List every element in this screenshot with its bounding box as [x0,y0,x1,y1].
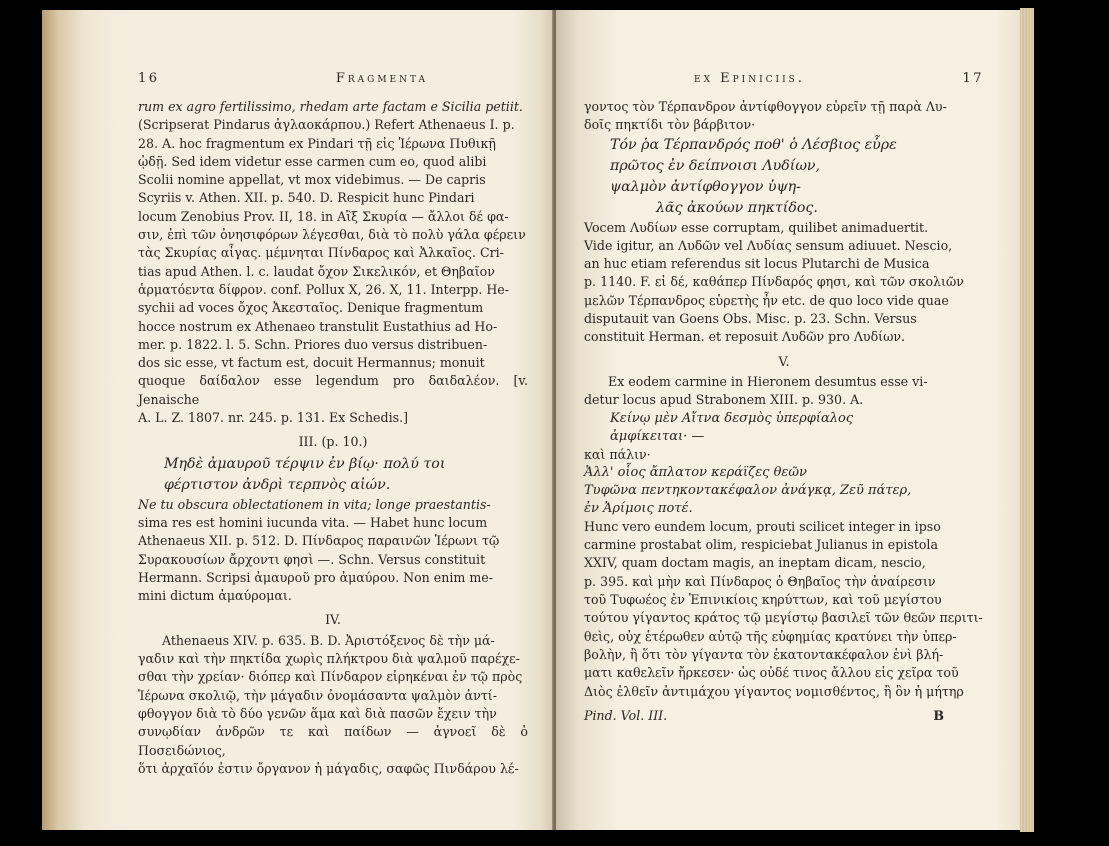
left-paragraph-2 [138,496,528,606]
text-line: βολὴν, ἢ ὅτι τὸν γίγαντα τὸν ἑκατοντακέφαλον ἑνὶ βλή- [584,646,944,662]
left-page-text [138,70,528,778]
verse-line: Κείνῳ μὲν Αἴτνα δεσμὸς ὑπερφίαλος [610,410,854,426]
left-paragraph-1 [138,98,528,427]
text-line: Scolii nomine appellat, vt mox videbimus. — De capris [138,172,486,188]
right-running-title: ex Epiniciis. [694,71,805,86]
verse-line: λᾶς ἀκούων πηκτίδος. [656,199,818,216]
text-line: σιν, ἐπὶ τῶν ὀνησιφόρων λέγεσθαι, διὰ τὸ πολὺ γάλα φέρειν [138,227,526,243]
text-line: locum Zenobius Prov. II, 18. in Αἲξ Σκυρία — ἄλλοι δέ φα- [138,208,509,224]
text-line: dos sic esse, vt factum est, docuit Hermannus; monuit [138,355,485,371]
text-line: quoque δαίδαλον esse legendum pro δαιδαλέον. [v. Jenaische [138,373,528,407]
right-page-number: 17 [962,71,984,86]
text-line: p. 395. καὶ μὴν καὶ Πίνδαρος ὁ Θηβαῖος τὴν ἀναίρεσιν [584,573,936,589]
text-line: XXIV, quam doctam magis, an ineptam dicam, nescio, [584,555,926,571]
verse-line: Μηδὲ ἀμαυροῦ τέρψιν ἐν βίῳ· πολύ τοι [164,455,446,472]
text-line: Ne tu obscura oblectationem in vita; longe praestantis- [138,496,491,512]
right-paragraph-2 [584,219,984,347]
text-line: 28. A. hoc fragmentum ex Pindari τῇ εἰς Ἱέρωνα Πυθικῇ [138,135,496,151]
verse-line: Τόν ῥα Τέρπανδρός ποθ' ὁ Λέσβιος εὗρε [610,136,897,153]
text-line: δοῖς πηκτίδι τὸν βάρβιτον· [584,117,756,133]
text-line: Scyriis v. Athen. XII. p. 540. D. Respicit hunc Pindari [138,190,475,206]
text-line: Hunc vero eundem locum, prouti scilicet integer in ipso [584,518,941,534]
text-line: σθαι τὴν χρείαν· διόπερ καὶ Πίνδαρον εἰρηκέναι ἐν τῷ πρὸς [138,669,523,685]
text-line: detur locus apud Strabonem XIII. p. 930. A. [584,392,864,408]
text-line: Ex eodem carmine in Hieronem desumtus esse vi- [608,373,928,389]
text-line: ᾠδῇ. Sed idem videtur esse carmen cum eo, quod alibi [138,153,487,169]
verse-aetna [584,410,984,518]
left-running-title: Fragmenta [335,71,428,86]
verse-line: πρῶτος ἐν δείπνοισι Λυδίων, [610,157,821,174]
text-line: Athenaeus XII. p. 512. D. Πίνδαρος παραινῶν Ἱέρωνι τῷ [138,533,500,549]
verse-iii [138,454,528,496]
page-edges [1020,8,1034,832]
text-line: τὰς Σκυρίας αἶγας. μέμνηται Πίνδαρος καὶ Ἀλκαῖος. Cri- [138,245,504,261]
right-paragraph-3 [584,373,984,410]
verse-line: φέρτιστον ἀνδρὶ τερπνὸς αἰών. [164,476,391,493]
text-line: sima res est homini iucunda vita. — Habet hunc locum [138,514,488,530]
text-line: Athenaeus XIV. p. 635. B. D. Ἀριστόξενος δὲ τὴν μά- [162,632,495,648]
text-line: carmine prostabat olim, respiciebat Julianus in epistola [584,537,938,553]
right-paragraph-4 [584,518,984,701]
text-line: μελῶν Τέρπανδρος εὑρετὴς ἦν etc. de quo loco vide quae [584,292,949,308]
text-line: ματι καθελεῖν ἤρκεσεν· ὡς οὐδέ τινος ἄλλου εἰς χεῖρα τοῦ [584,665,959,681]
text-line: mini dictum ἀμαύρομαι. [138,588,292,604]
text-line: (Scripserat Pindarus ἀγλαοκάρπου.) Refert Athenaeus I. p. [138,117,515,133]
text-line: καὶ πάλιν· [584,446,651,462]
text-line: an huc etiam referendus sit locus Plutarchi de Musica [584,256,930,272]
verse-terpander [584,135,984,219]
right-paragraph-1 [584,98,984,135]
right-page-text [584,70,984,725]
section-heading-iv: IV. [325,612,341,628]
text-line: συνῳδίαν ἀνδρῶν τε καὶ παίδων — ἀγνοεῖ δὲ ὁ Ποσειδώνιος, [138,724,528,758]
section-heading-v: V. [778,353,790,369]
text-line: τοῦ Τυφωέος ἐν Ἐπινικίοις κηρύττων, καὶ τοῦ μεγίστου [584,592,942,608]
right-running-head [584,70,984,90]
text-line: Διὸς ἐλθεῖν ἀντιμάχου γίγαντος νομισθέντος, ἢ ὃν ἡ μήτηρ [584,683,964,699]
text-line: Vide igitur, an Λυδῶν vel Λυδίας sensum adiuuet. Nescio, [584,237,953,253]
text-line: hocce nostrum ex Athenaeo transtulit Eustathius ad Ho- [138,318,498,334]
verse-line: Ἀλλ' οἷος ἄπλατον κεράϊζες θεῶν [584,464,807,480]
footer-volume: Pind. Vol. III. [584,707,668,723]
verse-line: ἐν Ἀρίμοις ποτέ. [584,500,693,516]
left-paragraph-3 [138,632,528,778]
text-line: φθογγον διὰ τὸ δύο γενῶν ἅμα καὶ διὰ πασῶν ἔχειν τὴν [138,705,497,721]
section-heading-iii: III. (p. 10.) [298,434,368,450]
text-line: tias apud Athen. l. c. laudat ὄχον Σικελικόν, et Θηβαῖον [138,263,495,279]
text-line: ὅτι ἀρχαῖόν ἐστιν ὄργανον ἡ μάγαδις, σαφῶς Πινδάρου λέ- [138,760,519,776]
left-running-head [138,70,528,90]
text-line: Hermann. Scripsi ἀμαυροῦ pro ἀμαύρου. Non enim me- [138,569,493,585]
text-line: Συρακουσίων ἄρχοντι φησὶ —. Schn. Versus constituit [138,551,486,567]
text-line: disputauit van Goens Obs. Misc. p. 23. Schn. Versus [584,311,917,327]
page-footer [584,707,984,725]
text-line: τούτου γίγαντος κράτος τῷ μεγίστῳ βασιλεῖ τῶν θεῶν περιτι- [584,610,983,626]
verse-line: ἀμφίκειται· — [610,428,705,444]
text-line: mer. p. 1822. l. 5. Schn. Priores duo versus distribuen- [138,336,488,352]
text-line: sychii ad voces ὄχος Ἀκεσταῖος. Denique fragmentum [138,300,484,316]
text-line: A. L. Z. 1807. nr. 245. p. 131. Ex Schedis.] [138,410,408,426]
text-line: rum ex agro fertilissimo, rhedam arte factam e Sicilia petiit. [138,99,523,114]
verse-line: Τυφῶνα πεντηκοντακέφαλον ἀνάγκᾳ, Ζεῦ πάτερ, [584,482,912,498]
text-line: ἁρματόεντα δίφρον. conf. Pollux X, 26. X, 11. Interpp. He- [138,281,510,297]
text-line: γαδιν καὶ τὴν πηκτίδα χωρὶς πλήκτρου διὰ ψαλμοῦ παρέχε- [138,651,520,667]
text-line: Ἱέρωνα σκολιῷ, τὴν μάγαδιν ὀνομάσαντα ψαλμὸν ἀντί- [138,687,497,703]
right-page [556,10,1034,830]
left-page-number: 16 [138,71,160,86]
signature-mark: B [933,707,944,723]
text-line: p. 1140. F. εἰ δέ, καθάπερ Πίνδαρός φησι, καὶ τῶν σκολιῶν [584,274,964,290]
text-line: Vocem Λυδίων esse corruptam, quilibet animaduertit. [584,219,929,235]
text-line: constituit Herman. et reposuit Λυδῶν pro Λυδίων. [584,329,906,345]
verse-line: ψαλμὸν ἀντίφθογγον ὑψη- [610,178,801,195]
left-page [42,10,556,830]
text-line: γοντος τὸν Τέρπανδρον ἀντίφθογγον εὑρεῖν τῇ παρὰ Λυ- [584,99,947,114]
text-line: θεὶς, οὐχ ἑτέρωθεν αὐτῷ τῆς εὐφημίας κρατύνει τὴν ὑπερ- [584,628,957,644]
